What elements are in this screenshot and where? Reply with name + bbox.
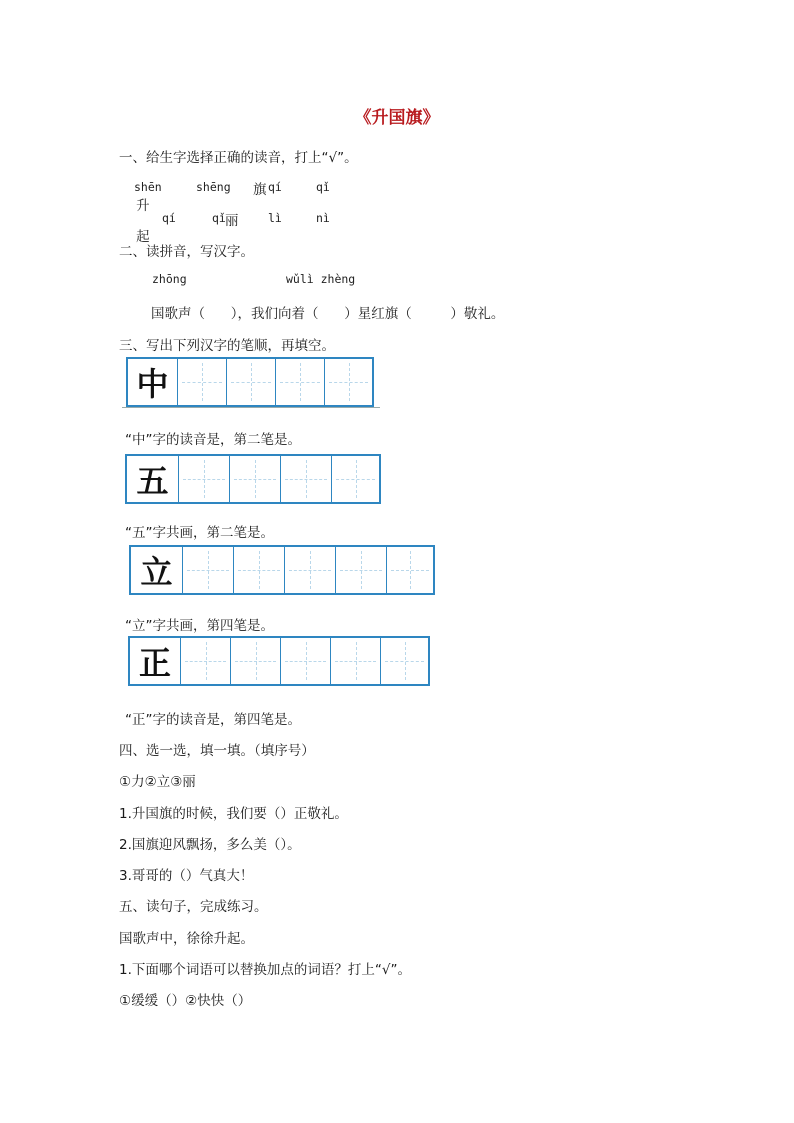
writing-cell[interactable] bbox=[381, 638, 428, 684]
writing-cell[interactable] bbox=[285, 547, 336, 593]
divider bbox=[122, 407, 380, 408]
writing-cell[interactable] bbox=[227, 359, 276, 405]
caption-li: “立”字共画，第四笔是。 bbox=[125, 618, 274, 634]
writing-cell[interactable] bbox=[181, 638, 231, 684]
row2-pinyin-a: qí bbox=[162, 211, 176, 225]
section5-sentence: 国歌声中，徐徐升起。 bbox=[119, 931, 254, 947]
row1-pinyin-c: qí bbox=[268, 180, 282, 194]
model-char-zhong: 中 bbox=[136, 365, 169, 403]
stroke-grid-li bbox=[129, 545, 435, 595]
section5-heading: 五、读句子，完成练习。 bbox=[119, 899, 268, 915]
model-char-wu: 五 bbox=[136, 462, 169, 500]
row2-pinyin-d: nì bbox=[316, 211, 330, 225]
row1-pinyin-a: shēn bbox=[134, 180, 162, 194]
stroke-grid-zhong bbox=[126, 357, 374, 407]
section5-choices: ①缓缓（）②快快（） bbox=[119, 993, 252, 1009]
row2-char: 起 bbox=[136, 229, 150, 245]
stroke-grid-zheng bbox=[128, 636, 430, 686]
model-cell bbox=[130, 638, 181, 684]
section4-q3: 3.哥哥的（）气真大！ bbox=[119, 868, 254, 884]
model-cell bbox=[127, 456, 179, 502]
section4-q2: 2.国旗迎风飘扬，多么美（）。 bbox=[119, 837, 301, 853]
row2-pinyin-b: qǐ bbox=[212, 211, 226, 225]
writing-cell[interactable] bbox=[230, 456, 281, 502]
row2-char2: 丽 bbox=[225, 213, 239, 229]
caption-zhong: “中”字的读音是，第二笔是。 bbox=[125, 432, 301, 448]
section2-heading: 二、读拼音，写汉字。 bbox=[119, 244, 254, 260]
section4-heading: 四、选一选，填一填。（填序号） bbox=[119, 743, 315, 759]
writing-cell[interactable] bbox=[183, 547, 234, 593]
model-char-zheng: 正 bbox=[138, 644, 171, 682]
model-cell bbox=[131, 547, 183, 593]
writing-cell[interactable] bbox=[387, 547, 433, 593]
model-char-li: 立 bbox=[140, 553, 173, 591]
pinyin-wuli-zheng: wǔlì zhèng bbox=[286, 272, 356, 286]
writing-cell[interactable] bbox=[325, 359, 372, 405]
stroke-grid-wu bbox=[125, 454, 381, 504]
writing-cell[interactable] bbox=[281, 456, 332, 502]
model-cell bbox=[128, 359, 178, 405]
writing-cell[interactable] bbox=[331, 638, 381, 684]
writing-cell[interactable] bbox=[276, 359, 325, 405]
row1-char2: 旗 bbox=[253, 182, 267, 198]
worksheet-title: 《升国旗》 bbox=[354, 108, 440, 128]
caption-zheng: “正”字的读音是，第四笔是。 bbox=[125, 712, 301, 728]
writing-cell[interactable] bbox=[332, 456, 379, 502]
caption-wu: “五”字共画，第二笔是。 bbox=[125, 525, 274, 541]
pinyin-zhong: zhōng bbox=[152, 272, 187, 286]
writing-cell[interactable] bbox=[231, 638, 281, 684]
row1-pinyin-d: qǐ bbox=[316, 180, 330, 194]
writing-cell[interactable] bbox=[336, 547, 387, 593]
section4-q1: 1.升国旗的时候，我们要（）正敬礼。 bbox=[119, 806, 348, 822]
writing-cell[interactable] bbox=[179, 456, 230, 502]
section5-q1: 1.下面哪个词语可以替换加点的词语？打上“√”。 bbox=[119, 962, 411, 978]
row1-pinyin-b: shēng bbox=[196, 180, 231, 194]
section1-heading: 一、给生字选择正确的读音，打上“√”。 bbox=[119, 150, 358, 166]
writing-cell[interactable] bbox=[234, 547, 285, 593]
writing-cell[interactable] bbox=[178, 359, 227, 405]
section2-sentence: 国歌声（ ），我们向着（ ）星红旗（ ）敬礼。 bbox=[151, 306, 505, 322]
section3-heading: 三、写出下列汉字的笔顺，再填空。 bbox=[119, 338, 335, 354]
section4-options: ①力②立③丽 bbox=[119, 774, 196, 790]
writing-cell[interactable] bbox=[281, 638, 331, 684]
row2-pinyin-c: lì bbox=[268, 211, 282, 225]
row1-char: 升 bbox=[136, 198, 150, 214]
